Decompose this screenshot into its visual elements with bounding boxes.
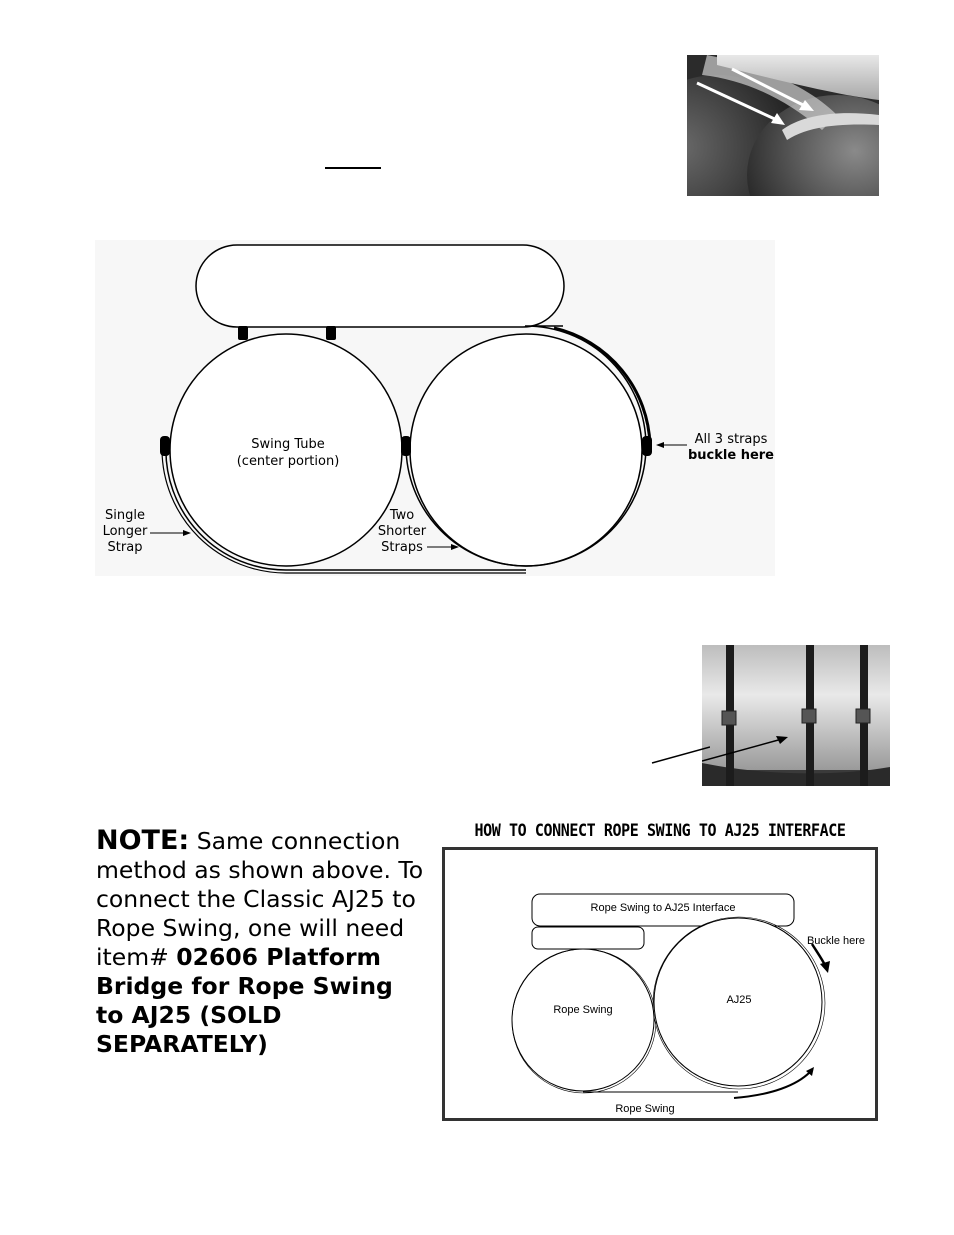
buckle-label: Buckle here: [806, 935, 866, 947]
swing-tube-label: Swing Tube: [251, 437, 325, 452]
two-straps-label: Straps: [381, 540, 423, 555]
rope-swing-diagram: [442, 847, 878, 1121]
buckle-label: buckle here: [687, 448, 775, 463]
photo-straps-buckled: [702, 645, 890, 786]
strap-diagram: [95, 240, 775, 576]
single-strap-label: Longer: [102, 524, 148, 539]
note-bold-text: 02606 Platform Bridge for Rope Swing to AJ25 (SOLD SEPARATELY): [96, 943, 393, 1058]
bottom-label: Rope Swing: [615, 1103, 675, 1115]
connector-block: [238, 326, 248, 340]
rope-swing-frame: [442, 847, 878, 1121]
photo-straps-buckled-art: [702, 645, 890, 786]
right-circle-label: AJ25: [726, 994, 752, 1006]
swing-tube-sublabel: (center portion): [236, 454, 340, 469]
note-lead: NOTE:: [96, 825, 190, 856]
single-strap-label: Single: [105, 508, 145, 523]
connector-block: [326, 326, 336, 340]
photo2-pointer-line: [650, 730, 710, 766]
buckle: [401, 436, 411, 456]
two-straps-label: Shorter: [377, 524, 427, 539]
top-tube-shape: [196, 245, 564, 327]
two-straps-label: Two: [389, 508, 415, 523]
underline-mark: [325, 167, 381, 169]
note-text: Same connection method as shown above. To connect the Classic AJ25 to Rope Swing, one will need item#: [96, 827, 424, 971]
buckle-label: All 3 straps: [694, 432, 768, 447]
single-strap-label: Strap: [107, 540, 143, 555]
buckle: [642, 436, 652, 456]
photo-tube-connection: [687, 55, 879, 196]
right-tube-circle: [410, 334, 642, 566]
note-paragraph: [96, 826, 426, 1059]
photo-tube-connection-art: [687, 55, 879, 196]
buckle: [160, 436, 170, 456]
rope-swing-heading: HOW TO CONNECT ROPE SWING TO AJ25 INTERFACE: [474, 819, 846, 841]
left-circle-label: Rope Swing: [553, 1004, 613, 1016]
interface-label: Rope Swing to AJ25 Interface: [590, 902, 736, 914]
